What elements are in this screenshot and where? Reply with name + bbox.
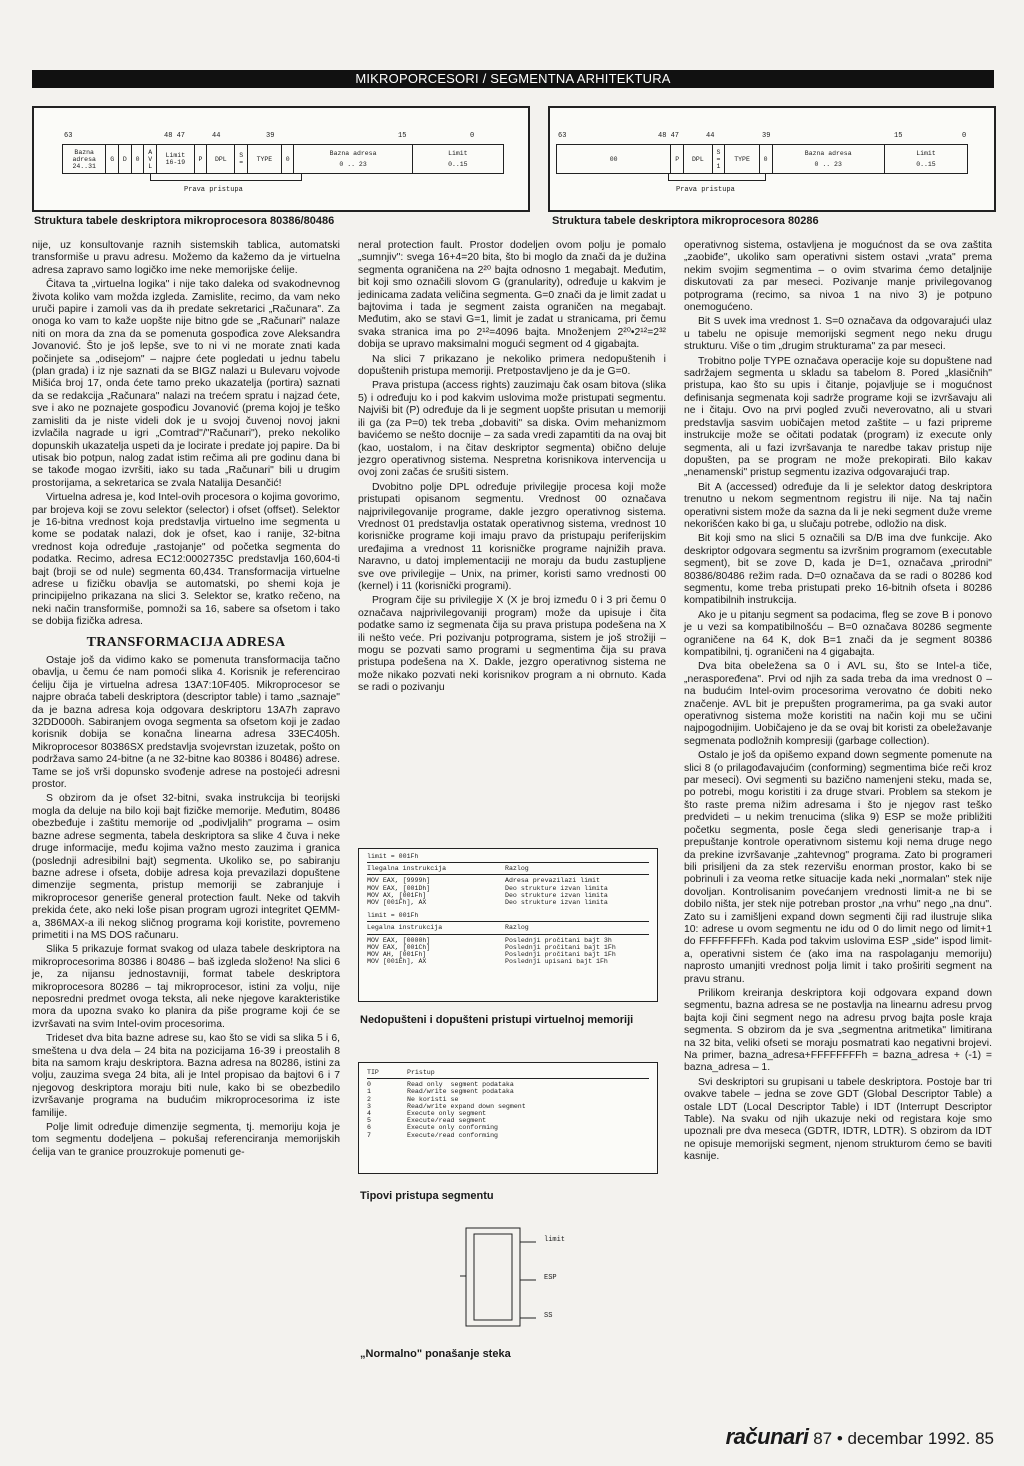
ss-label: SS xyxy=(544,1312,553,1320)
reg-cell: TYPE xyxy=(725,145,759,173)
limit-line: limit = 001Fh xyxy=(367,912,419,920)
bit-label: 0 xyxy=(962,132,967,140)
table-cell: 3 xyxy=(367,1102,371,1110)
paragraph: neral protection fault. Prostor dodeljen ovom polju je pomalo „sumnjiv": svega 16+4=20 bita, što bi moglo da znači da je dužina segmenta ograničena na 2²⁰ bajta odnosno 1 megabajt. Međutim, bit koji smo označili slovom G (granularity), određuje u kakvim je jedinicama zadata veličina segmenta. G=0 znači da je limit zadat u bajtovima i tada je segment zaista ograničen na megabajt. Međutim, ako se stavi G=1, limit je zadat u stranicama, pri čemu svaka stranica ima po 2¹²=4096 bajta. Množenjem 2²⁰•2¹²=2³² dobija se upravo maksimalni mogući segment od 4 gigabajta. xyxy=(358,240,666,351)
paragraph: Bit S uvek ima vrednost 1. S=0 označava da odgovarajući ulaz u tabelu ne opisuje memorijski segment nego neku drugu strukturu. Više o tim „drugim strukturama" za par meseci. xyxy=(684,316,992,353)
paragraph: Ako je u pitanju segment sa podacima, fleg se zove B i ponovo je u vezi sa kompatibilnošću – B=0 označava 80286 segmente ograničene na 64 K, dok B=1 znači da je segment 80386 kompatibilni, tj. ograničeni na 4 gigabajta. xyxy=(684,609,992,658)
reg-cell-range: 0 .. 23 xyxy=(814,161,842,168)
reg-cell: S = xyxy=(235,145,248,173)
table-header: Razlog xyxy=(505,865,529,873)
reg-cell: G xyxy=(106,145,119,173)
reg-cell-range: 0..15 xyxy=(448,161,468,168)
section-header: MIKROPORCESORI / SEGMENTNA ARHITEKTURA xyxy=(32,70,994,88)
table-cell: Read only segment podataka xyxy=(407,1081,514,1089)
bit-label: 63 xyxy=(64,132,73,140)
bit-label: 63 xyxy=(558,132,567,140)
reg-cell: DPL xyxy=(684,145,712,173)
stack-figure xyxy=(440,1218,600,1336)
table-header: Pristup xyxy=(407,1069,435,1076)
access-rights-bracket xyxy=(150,174,302,181)
table-cell: Deo strukture izvan limita xyxy=(505,884,608,892)
reg-cell: Limit 16-19 xyxy=(157,145,195,173)
reg-cell: D xyxy=(119,145,132,173)
esp-label: ESP xyxy=(544,1274,557,1282)
table-cell: Deo strukture izvan limita xyxy=(505,899,608,907)
reg-cell: P xyxy=(195,145,208,173)
table-row xyxy=(367,944,649,951)
table-cell: Poslednji pročitani bajt 3h xyxy=(505,936,612,944)
reg-cell: 00 xyxy=(557,145,671,173)
reg-cell-label: Limit xyxy=(916,150,936,157)
table-row xyxy=(367,1117,649,1124)
access-types-table xyxy=(358,1062,658,1174)
paragraph: Trobitno polje TYPE označava operacije koje su dopuštene nad sadržajem segmenta u skladu sa tabelom 8. Pored „klasičnih" pristupa, kao što su upis i čitanje, pojavljuje se i mogućnost definisanja segmenata koji sadrže programe koji se izvršavaju ali ne i čitaju. Ovo na prvi pogled zvuči neverovatno, ali u stvari predstavlja sasvim uobičajen metod zaštite – u fazi pripreme instrukcije može se očitati podatak (program) iz execute only segmenta, ali u fazi izvršavanja te naredbe takav pristup nije dopušten, pa se program ne može prekopirati. Bilo kakav „nenamenski" pristup segmentu izaziva odgovarajući trap. xyxy=(684,355,992,479)
reg-cell-label: Bazna adresa xyxy=(329,150,377,157)
limit-cell xyxy=(413,145,503,173)
bit-label: 44 xyxy=(212,132,221,140)
paragraph: Program čije su privilegije X (X je broj između 0 i 3 pri čemu 0 označava najprivilegovaniji program) može da upisuje i čita podatke samo iz segmenata čija su prava pristupa podešena na X ili nešto veće. Pri pozivanju potprograma, sistem je još strožiji – mogu se pozvati samo programi u segmentima čija su prava pristupa podešena na X. Dakle, jezgro operativnog sistema ne može nikako pozvati neki korisnikov program a ni obrnuto. Kada se radi o pozivanju xyxy=(358,595,666,694)
figure-caption: Struktura tabele deskriptora mikroprocesora 80386/80486 xyxy=(34,215,335,227)
table-header: Ilegalna instrukcija xyxy=(367,865,447,873)
article-column-1 xyxy=(32,240,340,1161)
paragraph: Prava pristupa (access rights) zauzimaju čak osam bitova (slika 5) i određuju ko i pod kakvim uslovima može pristupati segmentu. Najviši bit (P) određuje da li je segment uopšte prisutan u memoriji ili ga (za P=0) tek treba „dobaviti" sa diska. Ovim mehanizmom bavićemo se nešto docnije – za sada vredi zapamtiti da na ovaj bit (kao, uostalom, i na čitav deskriptor segmenta) obično deluje jezgro operativnog sistema. Nespretna korisnikova intervencija u ovoj zoni začas će srušiti sistem. xyxy=(358,380,666,479)
reg-cell: 0 xyxy=(282,145,295,173)
base-address-cell xyxy=(294,145,412,173)
paragraph: Slika 5 prikazuje format svakog od ulaza tabele deskriptora na mikroprocesorima 80386 i 80486 – baš izgleda složeno! Na slici 6 je, za nijansu jednostavniji, format tabele deskriptora mikroprocesora 80286 – taj mikroprocesor, istini za volju, nije neposredni predmet ovoga teksta, ali neke njegove karakteristike mora da upozna svako ko planira da piše programe koji će se izvršavati na svim Intel-ovim procesorima. xyxy=(32,944,340,1030)
paragraph: S obzirom da je ofset 32-bitni, svaka instrukcija bi teorijski mogla da deluje na bilo koji bajt fizičke memorije. Međutim, 80486 obezbeđuje i zaštitu memorije od „podivljalih" programa – osim bazne adrese segmenta, tabela deskriptora sa slike 4 čuva i neke druge informacije, među kojima važno mesto zauzima i granica (poslednji adresibilni bajt) segmenta. Ukoliko se, po sabiranju bazne adrese i ofseta, dobije adresa koja prevazilazi dopuštene dimenzije segmenta, pristup memoriji se zabranjuje i mikroprocesor generiše general protection fault. Neke od takvih prekida ćete, ako neki loše pisan program ugrozi integritet QEMM-a, 386MAX-a ili nekog sličnog programa koji koristite, povremeno primetiti i na MS DOS računaru. xyxy=(32,793,340,941)
descriptor-register xyxy=(556,144,968,174)
reg-cell: 0 xyxy=(760,145,773,173)
bit-label: 15 xyxy=(894,132,903,140)
table-cell: 4 xyxy=(367,1110,371,1118)
table-cell: Read/write expand down segment xyxy=(407,1102,526,1110)
reg-cell: Bazna adresa 24..31 xyxy=(63,145,106,173)
descriptor-diagram-80386 xyxy=(32,106,530,212)
paragraph: Na slici 7 prikazano je nekoliko primera nedopuštenih i dopuštenih pristupa memoriji. Pretpostavljeno je da je G=0. xyxy=(358,353,666,378)
limit-line: limit = 001Fh xyxy=(367,853,419,860)
table-cell: Poslednji pročitani bajt 1Fh xyxy=(505,951,616,959)
table-cell: 2 xyxy=(367,1095,371,1103)
table-cell: 0 xyxy=(367,1081,371,1089)
table-cell: 5 xyxy=(367,1117,371,1125)
bit-label: 0 xyxy=(470,132,475,140)
bit-label: 44 xyxy=(706,132,715,140)
reg-cell: P xyxy=(671,145,684,173)
table-cell: MOV EAX, [001Dh] xyxy=(367,884,431,892)
paragraph: Bit A (accessed) određuje da li je selektor datog deskriptora trenutno u nekom segmentnom registru ili nije. Na taj način operativni sistem može da sazna da li je neki segment duže vreme nekorišćen kako bi ga, u slučaju potrebe, odložio na disk. xyxy=(684,481,992,530)
paragraph: Trideset dva bita bazne adrese su, kao što se vidi sa slika 5 i 6, smeštena u dva dela – 24 bita na pozicijama 16-39 i preostalih 8 bita na samom kraju deskriptora. Bazna adresa na 80286, istini za volju, zauzima svega 24 bita, ali je Intel propisao da bajtovi 6 i 7 njegovog deskriptora moraju biti nule, kako bi se obezbedilo izvršavanje programa na budućim mikroprocesorima iz iste familije. xyxy=(32,1033,340,1119)
paragraph: Ostalo je još da opišemo expand down segmente pomenute na slici 8 (o prilagođavajućim (conforming) segmentima biće reči kroz par meseci). Ovi segmenti su bazično namenjeni steku, mada se, po potrebi, mogu koristiti i za druge stvari. Problem sa stekom je što raste prema nižim adresama i što je njegov rast teško predvideti – u nekim trenucima (slika 9) ESP se može približiti početku segmenta, posle čega sledi generisanje trap-a i prepuštanje kontrole operativnom sistemu koji nema druge nego da prekine izvršavanje „zahtevnog" programa. Zato bi programeri bili prisiljeni da za stek rezervišu enorman prostor, kako bi se pobrinuli i za veoma retke situacije kada neki „normalan" stek nije dovoljan. Kontrolisanim povećanjem vrednosti limit-a ne bi se dobilo ništa, jer stek nije potreban prostor „na vrhu" nego „na dnu". Zato su i zamišljeni expand down segmenti čiji rad ilustruje slika 10: adrese u ovom segmentu ne idu od 0 do limit nego od limit+1 do FFFFFFFFh. Kada pod takvim uslovima ESP „side" ispod limit-a, operativni sistem će (ako ima na raspolaganju memoriju) naprosto umanjiti vrednost polja limit i tako proširiti segment na pravu stranu. xyxy=(684,750,992,985)
table-row xyxy=(367,899,649,906)
limit-cell xyxy=(885,145,967,173)
magazine-logo: računari xyxy=(725,1424,809,1449)
table-cell: 1 xyxy=(367,1088,371,1096)
paragraph: Dvobitno polje DPL određuje privilegije procesa koji može pristupati opisanom segmentu. Vrednost 00 označava najprivilegovanije programe, dakle jezgro operativnog sistema. Vrednost 01 predstavlja ostatak operativnog sistema, vrednost 10 korisničke programe koji imaju pravo da pristupaju periferijskim uređajima a vrednost 11 korisničke programe najnižih prava. Naravno, u datoj implementaciji ne moraju da budu zastupljene sve ove privilegije – Unix, na primer, koristi samo vrednosti 00 (kernel) i 11 (korisnički programi). xyxy=(358,481,666,592)
table-row xyxy=(367,1088,649,1095)
table-cell: Ne koristi se xyxy=(407,1095,459,1103)
table-row xyxy=(367,958,649,965)
base-address-cell xyxy=(773,145,885,173)
page-footer xyxy=(726,1424,994,1450)
table-cell: Adresa prevazilazi limit xyxy=(505,877,600,885)
access-rights-label: Prava pristupa xyxy=(184,186,243,194)
table-cell: Execute/read conforming xyxy=(407,1131,499,1139)
reg-cell-range: 0 .. 23 xyxy=(339,161,367,168)
table-cell: MOV EAX, [9999h] xyxy=(367,877,431,885)
descriptor-register xyxy=(62,144,504,174)
table-cell: MOV [001Fh], AX xyxy=(367,899,427,907)
paragraph: Prilikom kreiranja deskriptora koji odgovara expand down segmentu, bazna adresa se ne postavlja na linearnu adresu prvog bajta koji čini segment nego na adresu prvog bajta posle kraja segmenta. S obzirom da je sva „segmentna aritmetika" limitirana na 32 bita, veliki ofseti se moraju posmatrati kao negativni brojevi. Na primer, bazna_adresa+FFFFFFFFh = bazna_adresa + (-1) = bazna_adresa – 1. xyxy=(684,987,992,1074)
table-cell: Execute/read segment xyxy=(407,1117,487,1125)
table-cell: MOV EAX, [0000h] xyxy=(367,936,431,944)
paragraph: Bit koji smo na slici 5 označili sa D/B ima dve funkcije. Ako deskriptor odgovara segmentu sa izvršnim programom (executable segment), bit se zove D, kada je D=1, označava „prirodni" 80386/80486 režim rada. D=0 označava da se radi o 80286 kod segmentu, kome treba pristupati preko 16-bitnih ofseta i 80286 kompatibilnih instrukcija. xyxy=(684,533,992,607)
table-row xyxy=(367,1103,649,1110)
reg-cell: S = 1 xyxy=(713,145,726,173)
table-row xyxy=(367,937,649,944)
memory-access-table xyxy=(358,848,658,1002)
bit-label: 39 xyxy=(762,132,771,140)
descriptor-diagram-80286 xyxy=(548,106,996,212)
table-cell: 6 xyxy=(367,1124,371,1132)
table-row xyxy=(367,1081,649,1088)
table-cell: Execute only segment xyxy=(407,1110,487,1118)
access-rights-bracket xyxy=(668,174,766,181)
paragraph: Dva bita obeležena sa 0 i AVL su, što se Intel-a tiče, „neraspoređena". Prvi od njih za sada treba da ima vrednost 0 – na budućim Intel-ovim procesorima verovatno će dobiti neko značenje. AVL bit je prepušten programerima, pa ga svaki autor operativnog sistema može koristiti na način koji mu se učini najpogodnijim. Uobičajeno je da se ovaj bit koristi za obeležavanje segmenata podložnih kompresiji (garbage collection). xyxy=(684,661,992,747)
table-row xyxy=(367,1124,649,1131)
paragraph: Čitava ta „virtuelna logika" i nije tako daleka od svakodnevnog života koliko vam možda izgleda. Zamislite, recimo, da vam neko uruči papire i zamoli vas da ih predate sekretarici „Računara". Za onoga ko vam to kaže uopšte nije bitno gde se „Računari" nalaze niti on mora da zna da se pomenuta gospođica zove Aleksandra Jovanović. Što je još lepše, sve to ni vi ne morate znati kada počinjete sa „odisejom" – najpre ćete pogledati u jednu tabelu (plan grada) i iz nje saznati da se BIGZ nalazi u Bulevaru vojvode Mišića broj 17, onda ćete tamo preko ukazatelja (portira) saznati da se redakcija „Računara" nalazi na trećem spratu i najzad ćete, sve i ako ne poznajete gospođicu Jovanović (prema kojoj je teško zamisliti da je niste videli dok je u svojoj čuvenoj novoj jakni izvlačila nagrade u igri „Comtrad"/"Računari"), preko nekoliko dopunskih ukazatelja uspeti da je locirate i predate joj papire. Da bi utisak bio potpun, nalog zadat istim rečima ali pre godinu dana bi se takođe mogao izvršiti, iako su tada „Računari" bili u drugim prostorijama, a sekretarica se zvala Natalija Desančić! xyxy=(32,279,340,489)
figure-caption: Struktura tabele deskriptora mikroprocesora 80286 xyxy=(552,215,819,227)
reg-cell: DPL xyxy=(207,145,235,173)
reg-cell: TYPE xyxy=(248,145,282,173)
table-cell: 7 xyxy=(367,1131,371,1139)
reg-cell-label: Limit xyxy=(448,150,468,157)
table-cell: Deo strukture izvan limita xyxy=(505,891,608,899)
bit-label: 15 xyxy=(398,132,407,140)
paragraph: Svi deskriptori su grupisani u tabele deskriptora. Postoje bar tri ovakve tabele – jedna se zove GDT (Global Descriptor Table) a ostale LDT (Local Descriptor Table) i IDT (Interrupt Descriptor Table). Na svaku od njih ukazuje neki od registara koje smo upoznali pre dva meseca (GDTR, IDTR, LDTR). S obzirom da IDT ne opisuje memorijski segment, njenom strukturom ćemo se baviti kasnije. xyxy=(684,1076,992,1163)
section-heading: TRANSFORMACIJA ADRESA xyxy=(86,634,286,650)
table-header: Razlog xyxy=(505,924,529,932)
stack-diagram xyxy=(440,1218,600,1336)
table-row xyxy=(367,951,649,958)
paragraph: Virtuelna adresa je, kod Intel-ovih procesora o kojima govorimo, par brojeva koji se zovu selektor (selector) i ofset (offset). Selektor je 16-bitna vrednost koja predstavlja virtuelno ime segmenta u kome se podatak nalazi, dok je ofset, kao i ranije, 32-bitna vrednost koja određuje „rastojanje" od početka segmenta do podatka. Recimo, adresa EC12:0002735C predstavlja 160,604-ti bajt (broji se od nule) segmenta 60,434. Transformacija virtuelne adrese u fizičku obavlja se automatski, po shemi koja je principijelno prikazana na slici 3. Selektor se, kratko rečeno, na neki način transformiše, pomnoži sa 16, sabere sa ofsetom i tako se dobija fizička adresa. xyxy=(32,492,340,628)
issue-info: 87 • decembar 1992. 85 xyxy=(813,1429,994,1448)
reg-cell-range: 0..15 xyxy=(916,161,936,168)
table-cell: Poslednji pročitani bajt 1Fh xyxy=(505,943,616,951)
table-row xyxy=(367,1110,649,1117)
table-cell: MOV [001Eh], AX xyxy=(367,958,427,966)
figure-caption: „Normalno" ponašanje steka xyxy=(360,1348,511,1360)
limit-label: limit xyxy=(544,1236,566,1244)
paragraph: Polje limit određuje dimenzije segmenta, tj. memoriju koja je tom segmentu dodeljena – pokušaj referenciranja memorijskih ćelija van te granice prouzrokuje pomenuti ge- xyxy=(32,1122,340,1158)
table-cell: Read/write segment podataka xyxy=(407,1088,514,1096)
figure-caption: Nedopušteni i dopušteni pristupi virtuelnoj memoriji xyxy=(360,1014,634,1026)
access-rights-label: Prava pristupa xyxy=(676,186,735,194)
bit-label: 39 xyxy=(266,132,275,140)
table-header: Legalna instrukcija xyxy=(367,924,443,932)
table-row xyxy=(367,892,649,899)
table-cell: MOV AX, [001Fh] xyxy=(367,891,427,899)
bit-label: 48 47 xyxy=(658,132,680,140)
table-cell: MOV EAX, [001Ch] xyxy=(367,943,431,951)
figure-caption: Tipovi pristupa segmentu xyxy=(360,1190,494,1202)
reg-cell: 0 xyxy=(132,145,145,173)
bit-label: 48 47 xyxy=(164,132,186,140)
table-row xyxy=(367,877,649,884)
reg-cell-label: Bazna adresa xyxy=(804,150,852,157)
table-cell: Poslednji upisani bajt 1Fh xyxy=(505,958,608,966)
table-row xyxy=(367,885,649,892)
table-header: TIP xyxy=(367,1069,379,1076)
paragraph: nije, uz konsultovanje raznih sistemskih tablica, automatski transformiše u pravu adresu. Možemo da kažemo da je virtuelna adresa zapravo samo logičko ime neke memorijske ćelije. xyxy=(32,240,340,276)
reg-cell: A V L xyxy=(144,145,157,173)
paragraph: Ostaje još da vidimo kako se pomenuta transformacija tačno obavlja, u čemu će nam pomoći slika 4. Korisnik je referencirao ćeliju čija je virtuelna adresa 13A7:10F405. Mikroprocesor se najpre obraća tabeli deskriptora (descriptor table) i tamo „saznaje" da je bazna adresa koja odgovara deskriptoru 13A7h zapravo 32DD000h. Sabiranjem ovoga segmenta sa ofsetom koji je zadao korisnik dobija se konačna linearna adresa 33EC405h. Mikroprocesor 80386SX predstavlja svojevrstan izuzetak, pošto on podržava samo 24-bitne (a ne 32-bitne kao 80386 i 80486) adrese. Tame se još vrši dopunsko svođenje adrese na postojeći adresni prostor. xyxy=(32,655,340,791)
article-column-2 xyxy=(358,240,666,697)
table-cell: Execute only conforming xyxy=(407,1124,499,1132)
article-column-3 xyxy=(684,240,992,1166)
table-cell: MOV AH, [001Fh] xyxy=(367,951,427,959)
paragraph: operativnog sistema, ostavljena je mogućnost da se ova zaštita „zaobiđe", ukoliko sam operativni sistem ostavi „vrata" prema nekim svojim segmentima – o ovim stvarima ćemo detaljnije diskutovati za par meseci. Pozivanje manje privilegovanog potprograma (recimo, sa nivoa 1 na nivo 3) je potpuno onemogućeno. xyxy=(684,240,992,314)
table-row xyxy=(367,1096,649,1103)
table-row xyxy=(367,1132,649,1139)
